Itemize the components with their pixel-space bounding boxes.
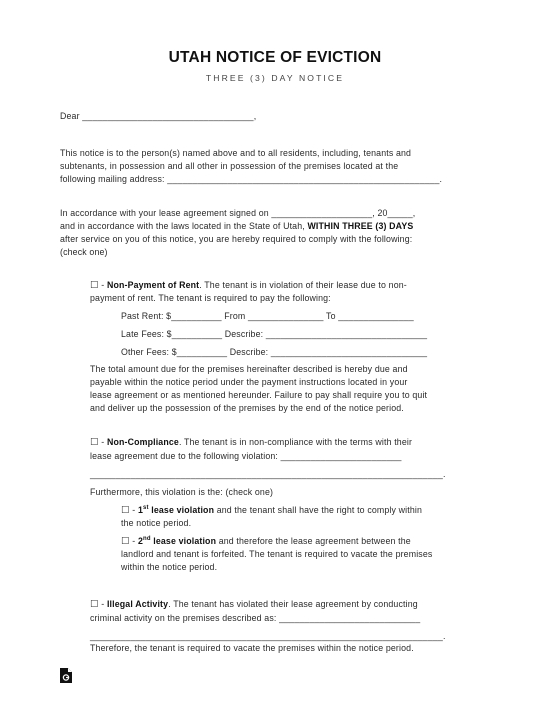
- first-violation-label: [138, 505, 214, 515]
- lease-line: [60, 220, 413, 233]
- dash: -: [98, 280, 107, 290]
- first-label-text: lease violation: [148, 505, 215, 515]
- dash: -: [129, 505, 138, 515]
- second-violation-checkbox[interactable]: ☐: [121, 536, 130, 547]
- second-violation-option: [121, 535, 411, 548]
- intro-line: This notice is to the person(s) named above and to all residents, including, tenants and: [60, 148, 412, 158]
- first-sup: st: [143, 505, 149, 512]
- intro-address-field[interactable]: following mailing address: ______________________________________________________.: [60, 174, 443, 184]
- dash: -: [98, 599, 107, 609]
- salutation-line[interactable]: Dear __________________________________,: [60, 111, 257, 121]
- noncompliance-checkbox[interactable]: ☐: [90, 437, 99, 448]
- dash: -: [98, 437, 107, 447]
- noncompliance-heading: [90, 436, 412, 449]
- nonpayment-text: . The tenant is in violation of their lease due to non-: [199, 280, 407, 290]
- nonpayment-checkbox[interactable]: ☐: [90, 280, 99, 291]
- second-violation-text: and therefore the lease agreement between the: [216, 536, 411, 546]
- second-label-text: lease violation: [150, 536, 217, 546]
- second-violation-label: [138, 536, 216, 546]
- other-fees-field[interactable]: Other Fees: $__________ Describe: _______________________________: [121, 347, 428, 357]
- total-due-line: lease agreement or as mentioned hereunder. Failure to pay shall require you to quit: [90, 390, 428, 400]
- past-rent-field[interactable]: Past Rent: $__________ From _______________ To _______________: [121, 311, 414, 321]
- lease-line-text: and in accordance with the laws located in the State of Utah,: [60, 221, 308, 231]
- violation-field-continued[interactable]: ______________________________________________________________________.: [90, 469, 446, 479]
- deadline-emphasis: WITHIN THREE (3) DAYS: [307, 221, 414, 231]
- first-violation-option: [121, 504, 422, 517]
- nonpayment-label: Non-Payment of Rent: [106, 280, 200, 290]
- noncompliance-text: . The tenant is in non-compliance with the terms with their: [178, 437, 413, 447]
- total-due-line: The total amount due for the premises hereinafter described is hereby due and: [90, 364, 408, 374]
- nonpayment-line: payment of rent. The tenant is required to pay the following:: [90, 293, 331, 303]
- first-violation-line: the notice period.: [121, 518, 192, 528]
- furthermore-line: Furthermore, this violation is the: (check one): [90, 487, 274, 497]
- noncompliance-label: Non-Compliance: [106, 437, 179, 447]
- check-one-note: (check one): [60, 247, 108, 257]
- second-violation-line: landlord and tenant is forfeited. The tenant is required to vacate the premises: [121, 549, 433, 559]
- first-violation-checkbox[interactable]: ☐: [121, 505, 130, 516]
- illegal-checkbox[interactable]: ☐: [90, 599, 99, 610]
- lease-line: after service on you of this notice, you are hereby required to comply with the following:: [60, 234, 413, 244]
- second-sup: nd: [143, 536, 151, 543]
- criminal-activity-field-continued[interactable]: ______________________________________________________________________.: [90, 631, 446, 641]
- total-due-line: and deliver up the possession of the premises by the end of the notice period.: [90, 403, 404, 413]
- lease-date-field[interactable]: In accordance with your lease agreement signed on ____________________, 20_____,: [60, 208, 416, 218]
- illegal-heading: [90, 598, 418, 611]
- illegal-label: Illegal Activity: [106, 599, 169, 609]
- nonpayment-heading: [90, 279, 407, 292]
- dash: -: [129, 536, 138, 546]
- violation-field[interactable]: lease agreement due to the following violation: ________________________: [90, 451, 402, 461]
- second-num: 2: [137, 536, 143, 546]
- illegal-text: . The tenant has violated their lease agreement by conducting: [168, 599, 418, 609]
- total-due-line: payable within the notice period under the payment instructions located in your: [90, 377, 408, 387]
- vacate-line: Therefore, the tenant is required to vacate the premises within the notice period.: [90, 643, 414, 653]
- document-title: UTAH NOTICE OF EVICTION: [168, 49, 382, 66]
- second-violation-line: within the notice period.: [121, 562, 218, 572]
- first-num: 1: [137, 505, 143, 515]
- document-subtitle: THREE (3) DAY NOTICE: [205, 73, 345, 83]
- late-fees-field[interactable]: Late Fees: $__________ Describe: ________________________________: [121, 329, 428, 339]
- document-logo-icon: [60, 668, 72, 683]
- first-violation-text: and the tenant shall have the right to comply within: [214, 505, 423, 515]
- criminal-activity-field[interactable]: criminal activity on the premises described as: ____________________________: [90, 613, 421, 623]
- intro-line: subtenants, in possession and all other in possession of the premises located at the: [60, 161, 399, 171]
